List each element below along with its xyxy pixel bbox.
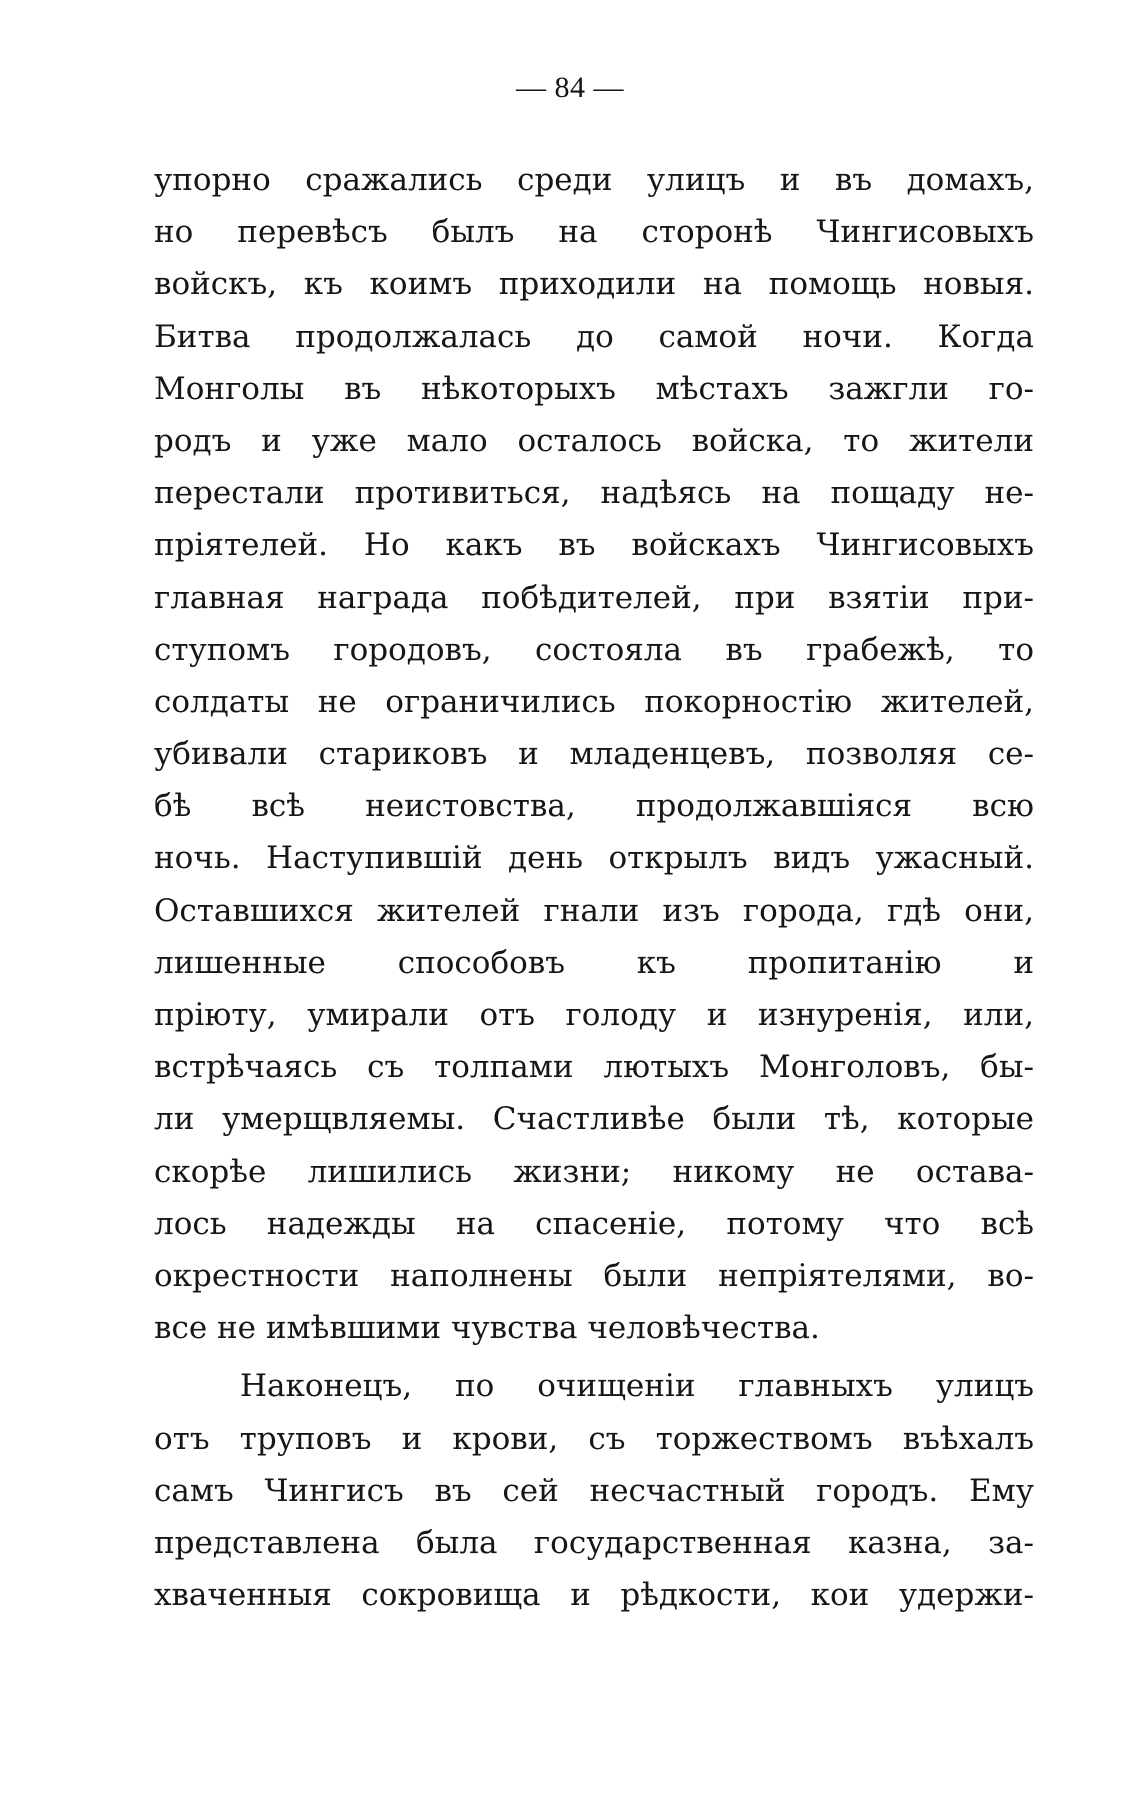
text-line: хваченныя сокровища и рѣдкости, кои удержи-	[154, 1577, 1034, 1614]
text-line: ступомъ городовъ, состояла въ грабежѣ, то	[154, 631, 1034, 668]
text-line: Битва продолжалась до самой ночи. Когда	[154, 318, 1034, 355]
text-line: убивали стариковъ и младенцевъ, позволяя се-	[154, 736, 1034, 773]
text-line: но перевѣсъ былъ на сторонѣ Чингисовыхъ	[154, 214, 1034, 251]
text-line: ночь. Наступившій день открылъ видъ ужасный.	[154, 840, 1034, 877]
text-line: бѣ всѣ неистовства, продолжавшіяся всю	[154, 788, 1034, 825]
text-line: войскъ, къ коимъ приходили на помощь новыя.	[154, 266, 1034, 303]
text-line: Оставшихся жителей гнали изъ города, гдѣ они,	[154, 892, 1034, 929]
text-line: главная награда побѣдителей, при взятіи при-	[154, 579, 1034, 616]
text-line: пріюту, умирали отъ голоду и изнуренія, или,	[154, 997, 1034, 1033]
text-line: пріятелей. Но какъ въ войскахъ Чингисовыхъ	[154, 527, 1034, 564]
body-text	[154, 154, 1034, 1621]
paragraph-1	[154, 154, 1034, 1354]
text-line: лось надежды на спасеніе, потому что всѣ	[154, 1205, 1034, 1242]
text-line: все не имѣвшими чувства человѣчества.	[154, 1310, 820, 1347]
page-number: — 84 —	[516, 71, 624, 104]
text-line: окрестности наполнены были непріятелями, во-	[154, 1257, 1034, 1294]
text-line: представлена была государственная казна, за-	[154, 1524, 1034, 1561]
text-line: ли умерщвляемы. Счастливѣе были тѣ, которые	[154, 1101, 1034, 1138]
text-line: солдаты не ограничились покорностію жителей,	[154, 683, 1034, 720]
text-line: перестали противиться, надѣясь на пощаду не-	[154, 475, 1034, 512]
text-line: встрѣчаясь съ толпами лютыхъ Монголовъ, бы-	[154, 1049, 1034, 1086]
text-line: скорѣе лишились жизни; никому не остава-	[154, 1153, 1034, 1190]
text-line: упорно сражались среди улицъ и въ домахъ,	[154, 162, 1034, 198]
paragraph-2	[154, 1360, 1034, 1621]
text-line: самъ Чингисъ въ сей несчастный городъ. Ему	[154, 1472, 1034, 1509]
text-line: Наконецъ, по очищеніи главныхъ улицъ	[240, 1368, 1034, 1405]
text-line: отъ труповъ и крови, съ торжествомъ въѣхалъ	[154, 1420, 1034, 1457]
text-line: родъ и уже мало осталось войска, то жители	[154, 422, 1034, 459]
text-line: лишенные способовъ къ пропитанію и	[154, 944, 1034, 981]
text-line: Монголы въ нѣкоторыхъ мѣстахъ зажгли го-	[154, 370, 1034, 407]
